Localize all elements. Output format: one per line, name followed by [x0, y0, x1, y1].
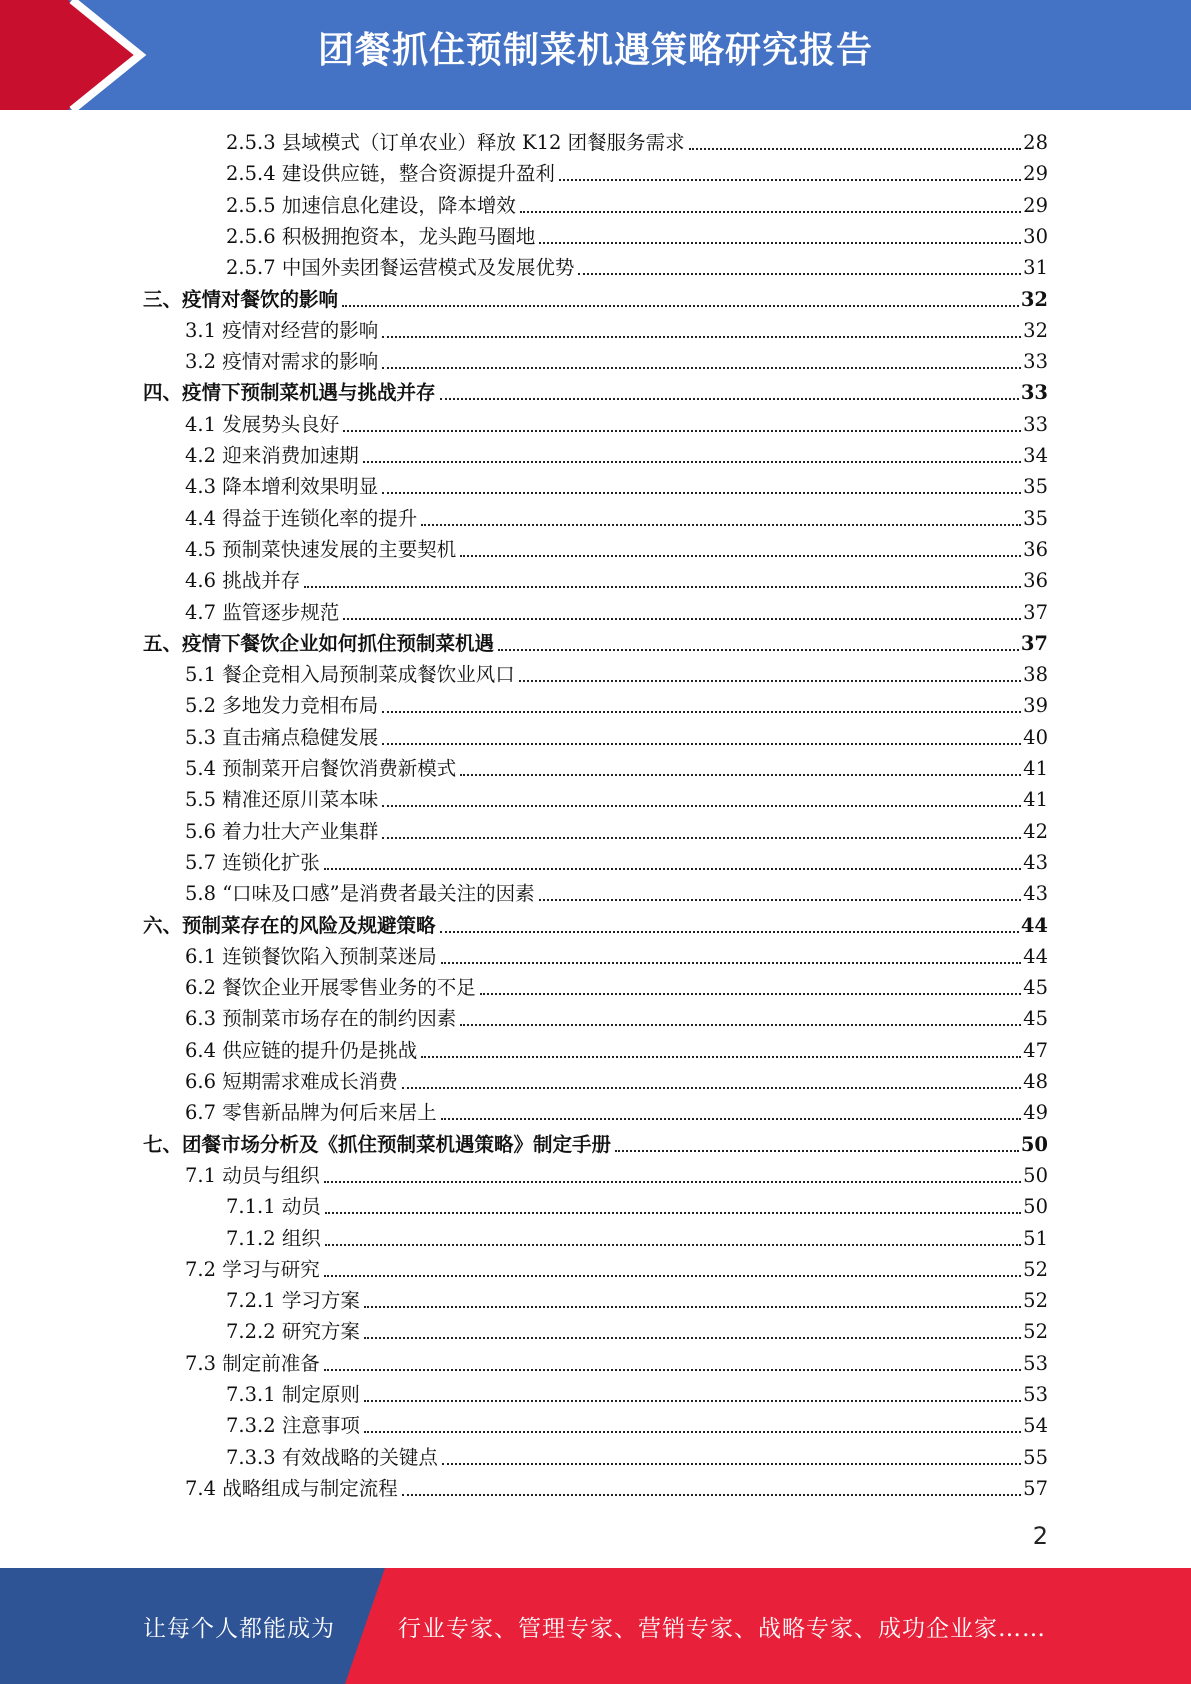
toc-entry[interactable]: [185, 814, 1048, 844]
toc-entry[interactable]: [185, 845, 1048, 875]
toc-entry[interactable]: [185, 1033, 1048, 1063]
footer-slogan-right: 行业专家、管理专家、营销专家、战略专家、成功企业家……: [398, 1616, 1046, 1642]
toc-leader-dots: [382, 367, 1021, 369]
toc-entry[interactable]: [185, 782, 1048, 812]
toc-entry-label: 2.5.7 中国外卖团餐运营模式及发展优势: [226, 256, 575, 280]
toc-entry-label: 4.7 监管逐步规范: [185, 600, 340, 624]
toc-entry-label: 4.1 发展势头良好: [185, 412, 340, 436]
toc-entry[interactable]: [226, 1314, 1048, 1344]
toc-leader-dots: [364, 1400, 1021, 1402]
toc-entry-page: 45: [1023, 1007, 1048, 1031]
toc-entry[interactable]: [185, 657, 1048, 687]
toc-entry-label: 5.5 精准还原川菜本味: [185, 788, 379, 812]
toc-entry-label: 2.5.4 建设供应链，整合资源提升盈利: [226, 162, 555, 186]
toc-entry-label: 六、预制菜存在的风险及规避策略: [143, 913, 436, 937]
toc-entry-label: 2.5.5 加速信息化建设，降本增效: [226, 193, 516, 217]
toc-leader-dots: [440, 398, 1019, 400]
toc-entry-label: 5.2 多地发力竞相布局: [185, 694, 379, 718]
toc-entry-label: 3.2 疫情对需求的影响: [185, 350, 379, 374]
page-number: 2: [1032, 1522, 1048, 1550]
toc-leader-dots: [689, 148, 1022, 150]
toc-entry-page: 34: [1023, 444, 1048, 467]
toc-leader-dots: [382, 837, 1021, 839]
toc-entry[interactable]: [226, 1408, 1048, 1438]
footer-slogan-left: 让每个人都能成为: [143, 1616, 335, 1642]
toc-entry-label: 5.4 预制菜开启餐饮消费新模式: [185, 757, 457, 780]
toc-entry-page: 39: [1023, 694, 1048, 718]
toc-entry-page: 33: [1023, 412, 1048, 436]
toc-entry-label: 2.5.3 县域模式（订单农业）释放 K12 团餐服务需求: [226, 131, 685, 154]
toc-entry-page: 41: [1023, 757, 1048, 780]
toc-leader-dots: [441, 962, 1021, 964]
toc-leader-dots: [382, 743, 1021, 745]
toc-leader-dots: [480, 993, 1021, 995]
toc-entry[interactable]: [143, 908, 1048, 938]
toc-leader-dots: [325, 1212, 1021, 1214]
toc-entry-label: 4.5 预制菜快速发展的主要契机: [185, 537, 457, 561]
toc-entry[interactable]: [185, 344, 1048, 374]
toc-entry[interactable]: [185, 751, 1048, 781]
toc-entry-label: 4.6 挑战并存: [185, 569, 301, 593]
toc-leader-dots: [304, 586, 1021, 588]
toc-entry[interactable]: [185, 1346, 1048, 1376]
toc-entry-page: 50: [1023, 1163, 1048, 1187]
toc-entry[interactable]: [185, 438, 1048, 468]
toc-entry[interactable]: [185, 563, 1048, 593]
toc-entry[interactable]: [226, 1189, 1048, 1219]
toc-entry-page: 37: [1023, 600, 1048, 624]
toc-leader-dots: [402, 1087, 1021, 1089]
toc-entry-label: 2.5.6 积极拥抱资本，龙头跑马圈地: [226, 224, 536, 248]
toc-entry[interactable]: [185, 1252, 1048, 1282]
toc-entry[interactable]: [143, 375, 1048, 405]
toc-entry[interactable]: [185, 313, 1048, 343]
toc-entry[interactable]: [143, 282, 1048, 312]
toc-entry[interactable]: [185, 469, 1048, 499]
toc-entry-label: 5.6 着力壮大产业集群: [185, 819, 379, 843]
toc-entry-label: 7.1 动员与组织: [185, 1163, 320, 1187]
toc-leader-dots: [364, 1337, 1021, 1339]
toc-entry-label: 6.1 连锁餐饮陷入预制菜迷局: [185, 944, 437, 968]
toc-leader-dots: [324, 1275, 1021, 1277]
toc-entry[interactable]: [185, 1001, 1048, 1031]
page-footer: [0, 1568, 1191, 1684]
toc-entry-label: 7.3.2 注意事项: [226, 1414, 360, 1438]
toc-entry[interactable]: [226, 1283, 1048, 1313]
toc-entry-page: 33: [1023, 350, 1048, 374]
toc-entry-label: 6.7 零售新品牌为何后来居上: [185, 1101, 437, 1125]
toc-entry-page: 32: [1020, 287, 1048, 311]
toc-entry-page: 38: [1023, 663, 1048, 687]
toc-entry[interactable]: [185, 939, 1048, 969]
toc-entry-page: 48: [1023, 1070, 1048, 1093]
toc-entry-page: 31: [1023, 256, 1048, 280]
toc-entry[interactable]: [226, 219, 1048, 249]
toc-entry-page: 52: [1023, 1320, 1048, 1344]
toc-leader-dots: [520, 211, 1021, 213]
toc-leader-dots: [342, 305, 1019, 307]
toc-entry-label: 7.1.1 动员: [226, 1195, 321, 1219]
toc-leader-dots: [519, 680, 1021, 682]
toc-entry-page: 44: [1023, 944, 1048, 968]
toc-leader-dots: [402, 1494, 1021, 1496]
toc-entry-label: 5.3 直击痛点稳健发展: [185, 725, 379, 749]
toc-leader-dots: [460, 1024, 1021, 1026]
toc-entry[interactable]: [185, 688, 1048, 718]
toc-entry-page: 53: [1023, 1351, 1048, 1375]
toc-entry-label: 四、疫情下预制菜机遇与挑战并存: [143, 381, 436, 405]
toc-entry-label: 7.2 学习与研究: [185, 1257, 320, 1281]
toc-leader-dots: [343, 618, 1021, 620]
toc-entry[interactable]: [185, 1064, 1048, 1094]
toc-entry-page: 44: [1020, 913, 1048, 937]
toc-leader-dots: [539, 242, 1021, 244]
toc-leader-dots: [559, 179, 1021, 181]
toc-entry[interactable]: [185, 720, 1048, 750]
toc-entry-label: 6.6 短期需求难成长消费: [185, 1070, 398, 1093]
toc-entry[interactable]: [143, 626, 1048, 656]
toc-entry-page: 40: [1023, 725, 1048, 749]
toc-entry[interactable]: [226, 250, 1048, 280]
toc-entry-label: 7.4 战略组成与制定流程: [185, 1476, 398, 1500]
toc-leader-dots: [382, 492, 1021, 494]
toc-entry-page: 50: [1023, 1195, 1048, 1219]
toc-leader-dots: [498, 649, 1019, 651]
toc-entry-label: 5.7 连锁化扩张: [185, 850, 320, 874]
toc-entry-page: 43: [1023, 882, 1048, 906]
toc-entry-page: 32: [1023, 318, 1048, 342]
toc-entry-label: 4.2 迎来消费加速期: [185, 444, 359, 467]
toc-entry[interactable]: [185, 407, 1048, 437]
toc-entry-label: 6.2 餐饮企业开展零售业务的不足: [185, 976, 476, 1000]
toc-entry-page: 47: [1023, 1038, 1048, 1062]
toc-entry-page: 43: [1023, 850, 1048, 874]
toc-entry-page: 33: [1020, 381, 1048, 405]
toc-entry-page: 42: [1023, 819, 1048, 843]
toc-leader-dots: [382, 711, 1021, 713]
toc-entry[interactable]: [185, 501, 1048, 531]
toc-entry[interactable]: [226, 125, 1048, 155]
toc-leader-dots: [578, 273, 1021, 275]
toc-leader-dots: [364, 1431, 1021, 1433]
toc-entry[interactable]: [185, 1471, 1048, 1501]
toc-entry[interactable]: [185, 595, 1048, 625]
toc-entry-page: 36: [1023, 569, 1048, 593]
toc-entry[interactable]: [226, 1440, 1048, 1470]
toc-leader-dots: [325, 1244, 1021, 1246]
page-header: [0, 0, 1191, 110]
toc-entry-label: 5.8 “口味及口感”是消费者最关注的因素: [185, 882, 535, 906]
toc-entry-label: 7.3.1 制定原则: [226, 1383, 360, 1406]
toc-entry-label: 五、疫情下餐饮企业如何抓住预制菜机遇: [143, 631, 495, 655]
toc-entry-label: 4.3 降本增利效果明显: [185, 475, 379, 499]
toc-entry[interactable]: [185, 876, 1048, 906]
report-title: 团餐抓住预制菜机遇策略研究报告: [317, 30, 873, 71]
toc-entry-label: 5.1 餐企竞相入局预制菜成餐饮业风口: [185, 663, 515, 687]
toc-entry-label: 三、疫情对餐饮的影响: [143, 287, 339, 311]
toc-leader-dots: [460, 774, 1021, 776]
toc-entry-page: 28: [1023, 131, 1048, 154]
toc-leader-dots: [539, 899, 1022, 901]
toc-entry[interactable]: [185, 970, 1048, 1000]
toc-leader-dots: [382, 805, 1021, 807]
toc-entry-page: 35: [1023, 475, 1048, 499]
toc-entry-page: 51: [1023, 1226, 1048, 1250]
toc-leader-dots: [440, 931, 1019, 933]
toc-entry-page: 41: [1023, 788, 1048, 812]
toc-entry-label: 7.2.2 研究方案: [226, 1320, 360, 1344]
toc-entry-page: 49: [1023, 1101, 1048, 1125]
toc-leader-dots: [441, 1118, 1021, 1120]
toc-leader-dots: [324, 1369, 1021, 1371]
toc-entry-page: 50: [1020, 1132, 1048, 1156]
toc-entry-page: 30: [1023, 224, 1048, 248]
toc-entry-label: 6.3 预制菜市场存在的制约因素: [185, 1007, 457, 1031]
toc-leader-dots: [363, 461, 1021, 463]
toc-entry-label: 7.1.2 组织: [226, 1226, 321, 1250]
toc-entry-label: 7.3 制定前准备: [185, 1351, 320, 1375]
toc-entry[interactable]: [226, 188, 1048, 218]
toc-leader-dots: [343, 430, 1021, 432]
toc-entry-label: 7.2.1 学习方案: [226, 1289, 360, 1313]
toc-leader-dots: [442, 1463, 1021, 1465]
toc-entry-page: 53: [1023, 1383, 1048, 1406]
toc-entry-page: 52: [1023, 1257, 1048, 1281]
toc-entry[interactable]: [143, 1127, 1048, 1157]
toc-entry-label: 4.4 得益于连锁化率的提升: [185, 506, 418, 530]
toc-entry[interactable]: [185, 1158, 1048, 1188]
toc-leader-dots: [324, 1181, 1021, 1183]
toc-leader-dots: [364, 1306, 1021, 1308]
toc-entry-page: 52: [1023, 1289, 1048, 1313]
toc-entry-label: 6.4 供应链的提升仍是挑战: [185, 1038, 418, 1062]
toc-entry[interactable]: [226, 156, 1048, 186]
toc-entry[interactable]: [226, 1221, 1048, 1251]
toc-entry-page: 37: [1020, 631, 1048, 655]
toc-entry-page: 35: [1023, 506, 1048, 530]
toc-leader-dots: [324, 868, 1021, 870]
toc-entry[interactable]: [226, 1377, 1048, 1407]
toc-entry-page: 29: [1023, 162, 1048, 186]
toc-entry-page: 55: [1023, 1445, 1048, 1469]
toc-entry[interactable]: [185, 532, 1048, 562]
toc-entry-label: 3.1 疫情对经营的影响: [185, 318, 379, 342]
toc-leader-dots: [421, 524, 1021, 526]
toc-entry-page: 45: [1023, 976, 1048, 1000]
toc-entry-label: 7.3.3 有效战略的关键点: [226, 1445, 438, 1469]
toc-leader-dots: [382, 336, 1021, 338]
toc-leader-dots: [460, 555, 1021, 557]
toc-leader-dots: [421, 1056, 1021, 1058]
toc-entry-page: 57: [1023, 1476, 1048, 1500]
toc-entry-page: 54: [1023, 1414, 1048, 1438]
toc-leader-dots: [615, 1150, 1019, 1152]
toc-entry[interactable]: [185, 1095, 1048, 1125]
toc-entry-page: 36: [1023, 537, 1048, 561]
toc-entry-page: 29: [1023, 193, 1048, 217]
toc-entry-label: 七、团餐市场分析及《抓住预制菜机遇策略》制定手册: [143, 1132, 612, 1156]
